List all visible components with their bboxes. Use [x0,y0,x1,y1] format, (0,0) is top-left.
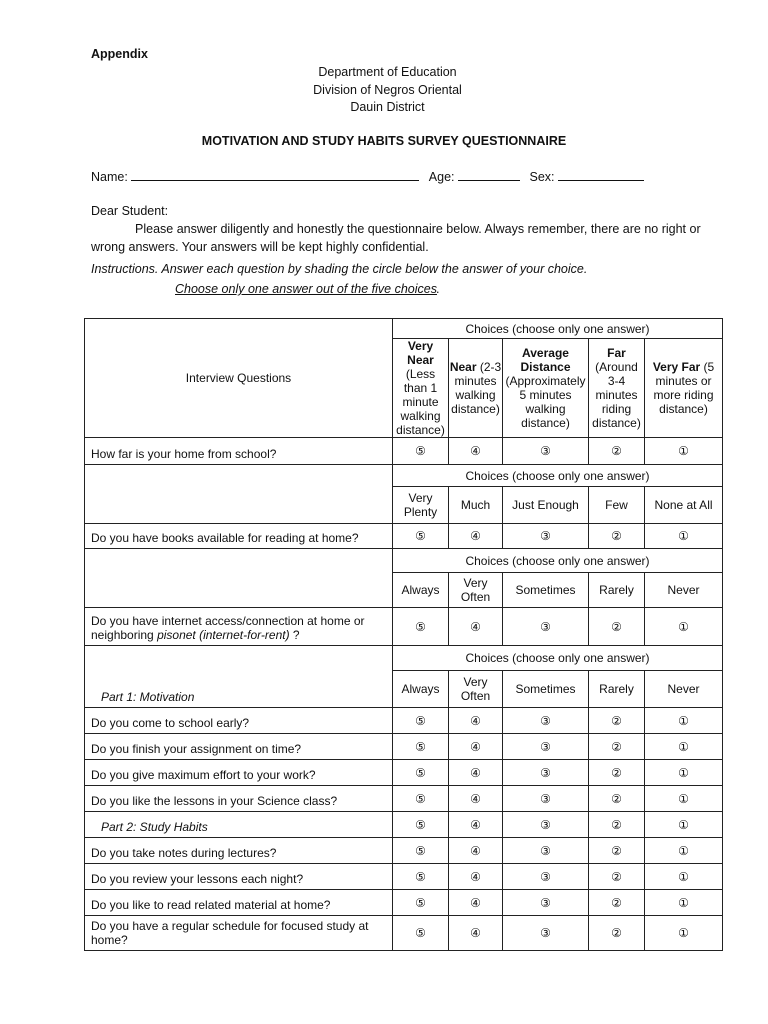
part2-question-3-rating-4-option[interactable]: ④ [449,890,503,916]
part2-question-1-rating-3-option[interactable]: ③ [503,838,589,864]
quantity-choice-3: Just Enough [503,487,589,524]
question-distance-rating-3-option[interactable]: ③ [503,438,589,465]
part1-question-2-rating-2-option[interactable]: ② [589,734,645,760]
choices-header: Choices (choose only one answer) [393,646,723,671]
choices-header: Choices (choose only one answer) [393,549,723,573]
question-books-rating-4-option[interactable]: ④ [449,524,503,549]
quantity-choice-2: Much [449,487,503,524]
part2-question-2-rating-2-option[interactable]: ② [589,864,645,890]
district-name: Dauin District [350,100,425,114]
frequency-choice-4: Rarely [589,573,645,608]
part2-question-3-rating-5-option[interactable]: ⑤ [393,890,449,916]
intro-paragraph: Please answer diligently and honestly the questionnaire below. Always remember, there are no right or wrong answers. Your answers will be kept highly confidential. [91,222,701,254]
part1-question-1-rating-1-option[interactable]: ① [645,708,723,734]
question-books: Do you have books available for reading at home? [85,524,393,549]
survey-table [84,318,723,951]
part2-question-1-rating-1-option[interactable]: ① [645,838,723,864]
frequency-choice-1: Always [393,671,449,708]
question-internet-rating-5-option[interactable]: ⑤ [393,608,449,646]
part-2-label-rating-3-option[interactable]: ③ [503,812,589,838]
part1-question-3-rating-5-option[interactable]: ⑤ [393,760,449,786]
part1-question-2-rating-3-option[interactable]: ③ [503,734,589,760]
part1-question-3-rating-2-option[interactable]: ② [589,760,645,786]
part2-question-4-rating-1-option[interactable]: ① [645,916,723,951]
question-internet-rating-2-option[interactable]: ② [589,608,645,646]
question-distance-rating-2-option[interactable]: ② [589,438,645,465]
question-internet-rating-3-option[interactable]: ③ [503,608,589,646]
table-row [85,890,723,916]
distance-choice-5: Very Far (5 minutes or more riding distance) [645,339,723,438]
question-internet [85,608,393,646]
part1-question-3-rating-4-option[interactable]: ④ [449,760,503,786]
part2-question-4-rating-3-option[interactable]: ③ [503,916,589,951]
table-row [85,864,723,890]
part2-question-4: Do you have a regular schedule for focused study at home? [85,916,393,951]
part1-question-1: Do you come to school early? [85,708,393,734]
part-2-label: Part 2: Study Habits [85,812,393,838]
table-row [85,708,723,734]
greeting: Dear Student: [91,204,169,218]
quantity-choice-1: Very Plenty [393,487,449,524]
part2-question-1: Do you take notes during lectures? [85,838,393,864]
part1-question-4: Do you like the lessons in your Science class? [85,786,393,812]
part1-question-4-rating-3-option[interactable]: ③ [503,786,589,812]
age-label: Age: [428,170,455,184]
question-internet-end: ? [289,628,300,642]
frequency-choice-2: Very Often [449,573,503,608]
part-2-label-rating-5-option[interactable]: ⑤ [393,812,449,838]
instructions-line-2: Choose only one answer out of the five choices [175,282,437,296]
table-row [85,465,723,487]
question-internet-rating-4-option[interactable]: ④ [449,608,503,646]
survey-title: MOTIVATION AND STUDY HABITS SURVEY QUESTIONNAIRE [201,134,567,148]
part1-question-1-rating-5-option[interactable]: ⑤ [393,708,449,734]
quantity-choice-5: None at All [645,487,723,524]
part2-question-4-rating-2-option[interactable]: ② [589,916,645,951]
question-books-rating-5-option[interactable]: ⑤ [393,524,449,549]
part2-question-1-rating-5-option[interactable]: ⑤ [393,838,449,864]
table-row [85,786,723,812]
table-row [85,646,723,671]
part-2-label-rating-2-option[interactable]: ② [589,812,645,838]
blank-question-cell [85,465,393,524]
sex-label: Sex: [529,170,555,184]
distance-choice-4: Far (Around 3-4 minutes riding distance) [589,339,645,438]
table-row [85,549,723,573]
instructions-line-1: Instructions. Answer each question by shading the circle below the answer of your choice. [91,262,588,276]
part2-question-4-rating-5-option[interactable]: ⑤ [393,916,449,951]
part2-question-2: Do you review your lessons each night? [85,864,393,890]
choices-header: Choices (choose only one answer) [393,465,723,487]
frequency-choice-4: Rarely [589,671,645,708]
part2-question-3: Do you like to read related material at home? [85,890,393,916]
question-internet-text: Do you have internet access/connection at home or neighboring [91,614,365,642]
blank-question-cell [85,549,393,608]
table-row [85,760,723,786]
part1-question-4-rating-1-option[interactable]: ① [645,786,723,812]
part1-question-2-rating-5-option[interactable]: ⑤ [393,734,449,760]
part1-question-2: Do you finish your assignment on time? [85,734,393,760]
frequency-choice-5: Never [645,671,723,708]
part1-question-3-rating-3-option[interactable]: ③ [503,760,589,786]
table-row [85,608,723,646]
name-field[interactable] [131,169,419,181]
distance-choice-3: Average Distance (Approximately 5 minutes walking distance) [503,339,589,438]
table-row [85,438,723,465]
table-row [85,319,723,339]
part1-question-3: Do you give maximum effort to your work? [85,760,393,786]
question-distance: How far is your home from school? [85,438,393,465]
appendix-label: Appendix [91,47,148,61]
part1-question-4-rating-4-option[interactable]: ④ [449,786,503,812]
interview-questions-header: Interview Questions [85,319,393,438]
frequency-choice-1: Always [393,573,449,608]
part2-question-3-rating-1-option[interactable]: ① [645,890,723,916]
sex-field[interactable] [558,169,644,181]
part-1-label: Part 1: Motivation [85,646,393,708]
part2-question-2-rating-5-option[interactable]: ⑤ [393,864,449,890]
table-row [85,838,723,864]
question-distance-rating-5-option[interactable]: ⑤ [393,438,449,465]
part1-question-1-rating-3-option[interactable]: ③ [503,708,589,734]
question-books-rating-1-option[interactable]: ① [645,524,723,549]
quantity-choice-4: Few [589,487,645,524]
part2-question-4-rating-4-option[interactable]: ④ [449,916,503,951]
part1-question-4-rating-5-option[interactable]: ⑤ [393,786,449,812]
question-distance-rating-4-option[interactable]: ④ [449,438,503,465]
part-2-label-rating-1-option[interactable]: ① [645,812,723,838]
part2-question-1-rating-2-option[interactable]: ② [589,838,645,864]
part2-question-3-rating-3-option[interactable]: ③ [503,890,589,916]
part-2-label-rating-4-option[interactable]: ④ [449,812,503,838]
part2-question-2-rating-1-option[interactable]: ① [645,864,723,890]
division-name: Division of Negros Oriental [313,83,462,97]
part2-question-2-rating-4-option[interactable]: ④ [449,864,503,890]
part1-question-4-rating-2-option[interactable]: ② [589,786,645,812]
table-row [85,524,723,549]
question-distance-rating-1-option[interactable]: ① [645,438,723,465]
part2-question-1-rating-4-option[interactable]: ④ [449,838,503,864]
table-row [85,812,723,838]
distance-choice-2: Near (2-3 minutes walking distance) [449,339,503,438]
question-internet-rating-1-option[interactable]: ① [645,608,723,646]
age-field[interactable] [458,169,520,181]
frequency-choice-3: Sometimes [503,573,589,608]
frequency-choice-2: Very Often [449,671,503,708]
question-internet-italic: pisonet (internet-for-rent) [157,628,290,642]
part2-question-3-rating-2-option[interactable]: ② [589,890,645,916]
part1-question-2-rating-1-option[interactable]: ① [645,734,723,760]
name-label: Name: [91,170,128,184]
frequency-choice-3: Sometimes [503,671,589,708]
instructions-period: . [436,282,440,296]
respondent-info-line [91,169,644,184]
table-row [85,734,723,760]
frequency-choice-5: Never [645,573,723,608]
table-row [85,916,723,951]
part1-question-1-rating-4-option[interactable]: ④ [449,708,503,734]
question-books-rating-3-option[interactable]: ③ [503,524,589,549]
department-name: Department of Education [318,65,457,79]
part1-question-1-rating-2-option[interactable]: ② [589,708,645,734]
choices-header: Choices (choose only one answer) [393,319,723,339]
part2-question-2-rating-3-option[interactable]: ③ [503,864,589,890]
part1-question-3-rating-1-option[interactable]: ① [645,760,723,786]
question-books-rating-2-option[interactable]: ② [589,524,645,549]
distance-choice-1: Very Near (Less than 1 minute walking distance) [393,339,449,438]
part1-question-2-rating-4-option[interactable]: ④ [449,734,503,760]
